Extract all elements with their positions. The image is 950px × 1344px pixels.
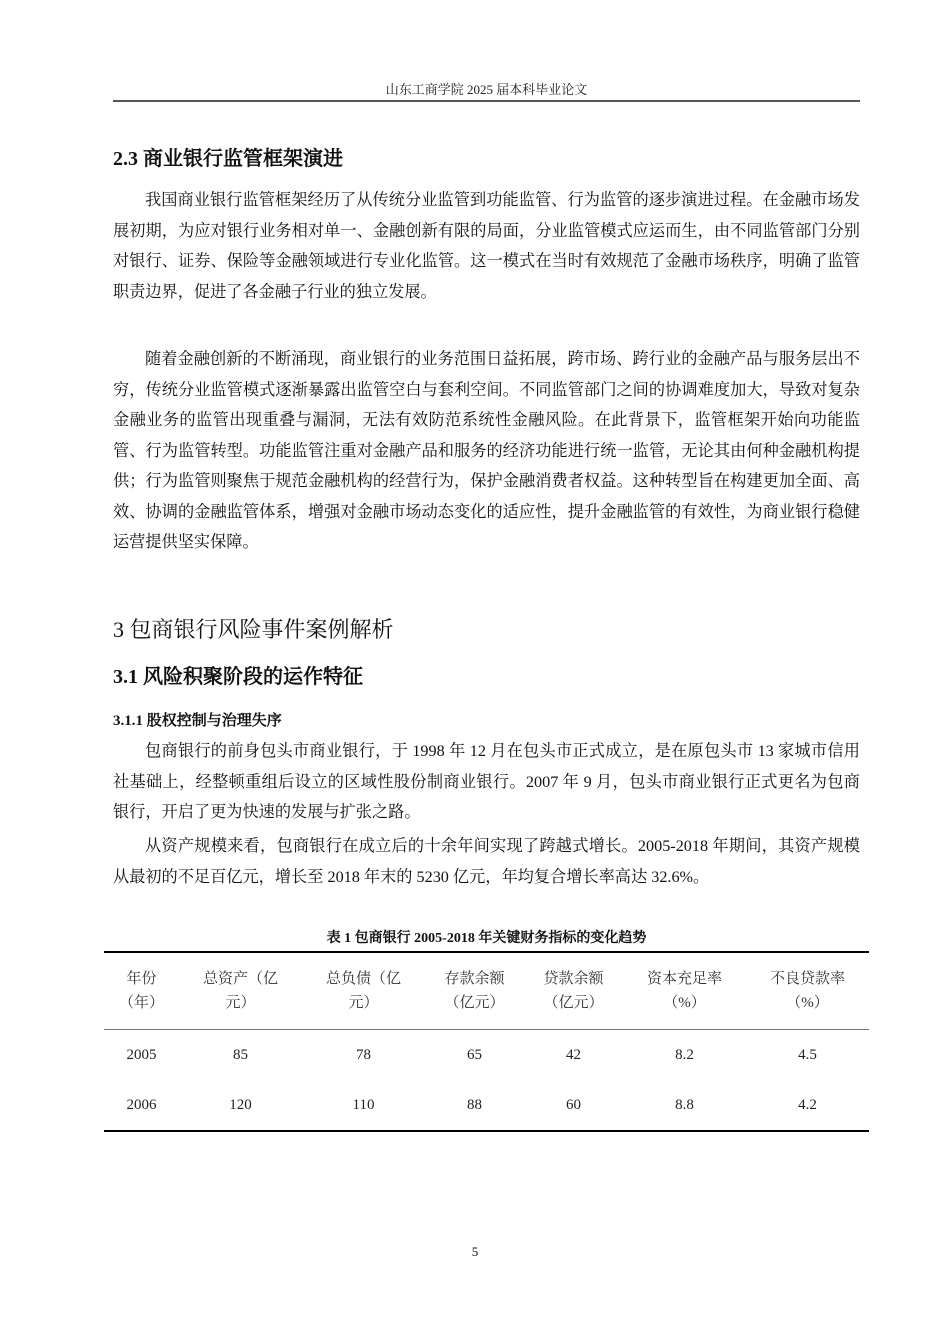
table-row	[104, 1030, 869, 1081]
cell-capital-adequacy: 8.8	[675, 1096, 694, 1113]
column-header-deposits: 存款余额 （亿元）	[444, 971, 505, 1011]
column-header-total-liabilities: 总负债（亿 元）	[326, 971, 402, 1011]
table-header-row	[104, 952, 869, 1030]
table-caption: 表 1 包商银行 2005-2018 年关键财务指标的变化趋势	[326, 931, 647, 946]
column-header-year: 年份 （年）	[119, 971, 165, 1011]
header-rule	[113, 100, 860, 102]
cell-deposits: 65	[467, 1046, 482, 1063]
cell-year: 2005	[126, 1046, 157, 1063]
paragraph: 包商银行的前身包头市商业银行，于 1998 年 12 月在包头市正式成立，是在原包头市 13 家城市信用社基础上，经整顿重组后设立的区域性股份制商业银行。2007 年 9 月，包头市商业银行正式更名为包商银行，开启了更为快速的发展与扩张之路。	[113, 742, 860, 821]
page-number: 5	[471, 1244, 479, 1259]
paragraph: 从资产规模来看，包商银行在成立后的十余年间实现了跨越式增长。2005-2018 年期间，其资产规模从最初的不足百亿元，增长至 2018 年末的 5230 亿元，年均复合增长率高达 32.6%。	[113, 837, 860, 886]
cell-deposits: 88	[467, 1096, 482, 1113]
cell-total-assets: 85	[233, 1046, 249, 1063]
table-row	[104, 1080, 869, 1131]
cell-total-assets: 120	[229, 1096, 252, 1113]
cell-year: 2006	[126, 1096, 157, 1113]
column-header-npl-ratio: 不良贷款率 （%）	[769, 971, 845, 1011]
section-heading-2-3: 2.3 商业银行监管框架演进	[113, 148, 343, 170]
column-header-loans: 贷款余额 （亿元）	[543, 971, 604, 1011]
cell-npl-ratio: 4.5	[798, 1046, 817, 1063]
running-header: 山东工商学院 2025 届本科毕业论文	[385, 82, 588, 97]
cell-loans: 60	[566, 1096, 582, 1113]
cell-capital-adequacy: 8.2	[675, 1046, 694, 1063]
column-header-total-assets: 总资产（亿 元）	[203, 971, 279, 1011]
cell-total-liabilities: 110	[352, 1096, 375, 1113]
section-heading-3-1: 3.1 风险积聚阶段的运作特征	[113, 666, 363, 688]
paragraph: 我国商业银行监管框架经历了从传统分业监管到功能监管、行为监管的逐步演进过程。在金融市场发展初期，为应对银行业务相对单一、金融创新有限的局面，分业监管模式应运而生，由不同监管部门分别对银行、证券、保险等金融领域进行专业化监管。这一模式在当时有效规范了金融市场秩序，明确了监管职责边界，促进了各金融子行业的独立发展。	[113, 191, 860, 301]
cell-loans: 42	[566, 1046, 582, 1063]
financial-indicators-table	[104, 951, 869, 1132]
chapter-heading-3: 3 包商银行风险事件案例解析	[113, 617, 394, 642]
cell-npl-ratio: 4.2	[798, 1096, 817, 1113]
column-header-capital-adequacy: 资本充足率 （%）	[647, 971, 723, 1011]
paragraph: 随着金融创新的不断涌现，商业银行的业务范围日益拓展，跨市场、跨行业的金融产品与服务层出不穷，传统分业监管模式逐渐暴露出监管空白与套利空间。不同监管部门之间的协调难度加大，导致对复杂金融业务的监管出现重叠与漏洞，无法有效防范系统性金融风险。在此背景下，监管框架开始向功能监管、行为监管转型。功能监管注重对金融产品和服务的经济功能进行统一监管，无论其由何种金融机构提供；行为监管则聚焦于规范金融机构的经营行为，保护金融消费者权益。这种转型旨在构建更加全面、高效、协调的金融监管体系，增强对金融市场动态变化的适应性，提升金融监管的有效性，为商业银行稳健运营提供坚实保障。	[113, 350, 860, 551]
subsection-heading-3-1-1: 3.1.1 股权控制与治理失序	[113, 713, 282, 729]
cell-total-liabilities: 78	[356, 1046, 372, 1063]
